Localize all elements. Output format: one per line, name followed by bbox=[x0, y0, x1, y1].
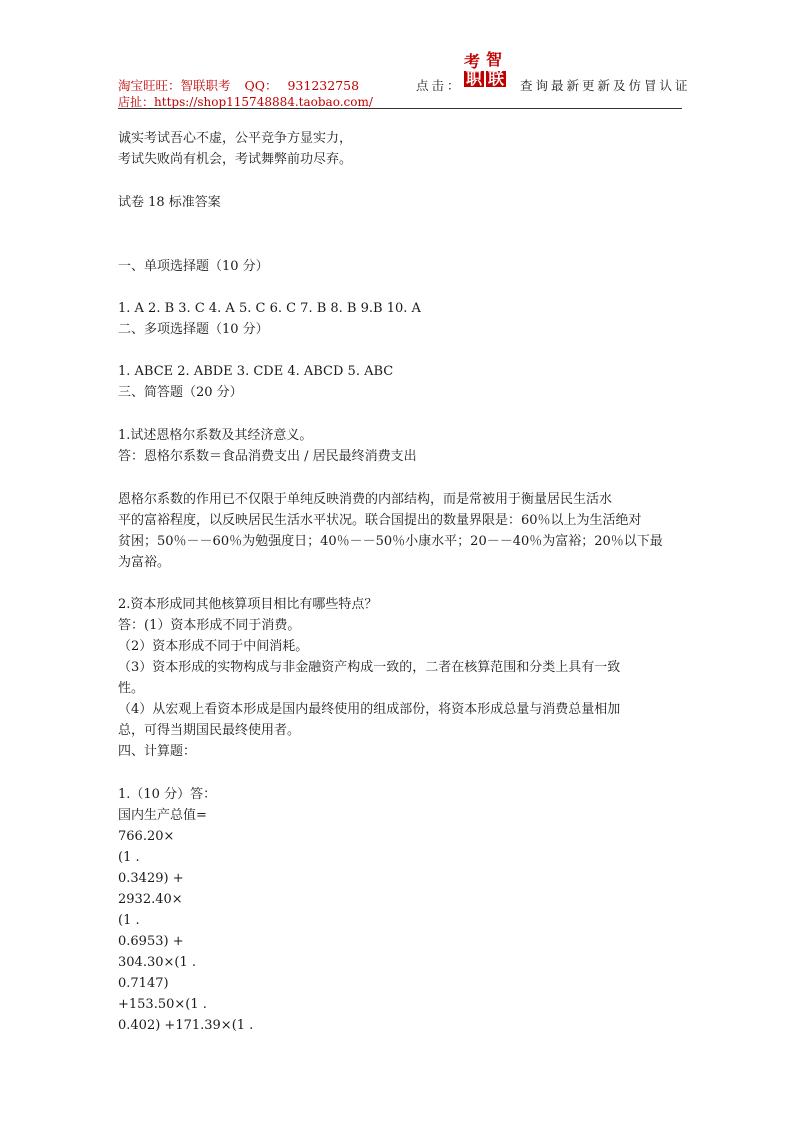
logo-char-zhi: 智 bbox=[486, 50, 503, 69]
text-line: 为富裕。 bbox=[118, 555, 171, 570]
text-line: 贫困；50％－－60％为勉强度日；40％－－50％小康水平；20－－40％为富裕；20％以下最 bbox=[118, 534, 663, 549]
text-line: 一、单项选择题（10 分） bbox=[118, 259, 269, 274]
text-line: 2932.40× bbox=[118, 892, 183, 907]
text-line: 性。 bbox=[118, 681, 145, 696]
text-line: 1. A 2. B 3. C 4. A 5. C 6. C 7. B 8. B 9.B 10. A bbox=[118, 301, 421, 316]
text-line: （2）资本形成不同于中间消耗。 bbox=[118, 639, 309, 654]
qq-label: QQ： bbox=[244, 78, 278, 93]
text-line: 总，可得当期国民最终使用者。 bbox=[118, 723, 301, 738]
logo-char-zhi2: 职 bbox=[466, 69, 483, 88]
qq-number: 931232758 bbox=[287, 78, 360, 93]
text-line: (1 . bbox=[118, 850, 140, 865]
text-line: 四、计算题： bbox=[118, 744, 197, 759]
header-divider bbox=[118, 108, 682, 109]
text-line: 二、多项选择题（10 分） bbox=[118, 322, 269, 337]
text-line: 1.试述恩格尔系数及其经济意义。 bbox=[118, 428, 313, 443]
text-line: 766.20× bbox=[118, 829, 175, 844]
logo-char-kao: 考 bbox=[464, 52, 481, 71]
text-line: 0.3429) + bbox=[118, 871, 184, 886]
header-contact-line bbox=[118, 76, 359, 94]
text-line: +153.50×(1 . bbox=[118, 997, 207, 1012]
text-line: (1 . bbox=[118, 913, 140, 928]
text-line: 答：恩格尔系数＝食品消费支出 / 居民最终消费支出 bbox=[118, 449, 417, 464]
zhilian-logo[interactable] bbox=[464, 52, 508, 88]
text-line: 0.6953) + bbox=[118, 934, 184, 949]
text-line: 考试失败尚有机会，考试舞弊前功尽弃。 bbox=[118, 152, 353, 167]
text-line: （3）资本形成的实物构成与非金融资产构成一致的，二者在核算范围和分类上具有一致 bbox=[118, 660, 621, 675]
text-line: 恩格尔系数的作用已不仅限于单纯反映消费的内部结构，而是常被用于衡量居民生活水 bbox=[118, 492, 613, 507]
text-line: 诚实考试吾心不虚，公平竞争方显实力， bbox=[118, 131, 353, 146]
query-update-text: 查询最新更新及仿冒认证 bbox=[520, 78, 691, 93]
text-line: 平的富裕程度，以反映居民生活水平状况。联合国提出的数量界限是：60％以上为生活绝对 bbox=[118, 513, 642, 528]
text-line: 0.402) +171.39×(1 . bbox=[118, 1018, 254, 1033]
text-line: 国内生产总值= bbox=[118, 808, 207, 823]
text-line: 2.资本形成同其他核算项目相比有哪些特点？ bbox=[118, 597, 378, 612]
text-line: 304.30×(1 . bbox=[118, 955, 196, 970]
shop-url-link[interactable]: https://shop115748884.taobao.com/ bbox=[154, 95, 373, 109]
click-label: 点击： bbox=[416, 78, 463, 93]
text-line: 三、简答题（20 分） bbox=[118, 385, 243, 400]
text-line: 答：(1）资本形成不同于消费。 bbox=[118, 618, 301, 633]
text-line: 1. ABCE 2. ABDE 3. CDE 4. ABCD 5. ABC bbox=[118, 364, 394, 379]
text-line: （4）从宏观上看资本形成是国内最终使用的组成部份，将资本形成总量与消费总量相加 bbox=[118, 702, 621, 717]
text-line: 0.7147) bbox=[118, 976, 169, 991]
shop-label: 店扯： bbox=[118, 95, 155, 109]
text-line: 试卷 18 标准答案 bbox=[118, 195, 221, 210]
taobao-label: 淘宝旺旺：智联职考 bbox=[118, 78, 231, 93]
page-header bbox=[0, 0, 800, 112]
text-line: 1.（10 分）答： bbox=[118, 787, 217, 802]
logo-char-lian: 联 bbox=[488, 69, 505, 88]
